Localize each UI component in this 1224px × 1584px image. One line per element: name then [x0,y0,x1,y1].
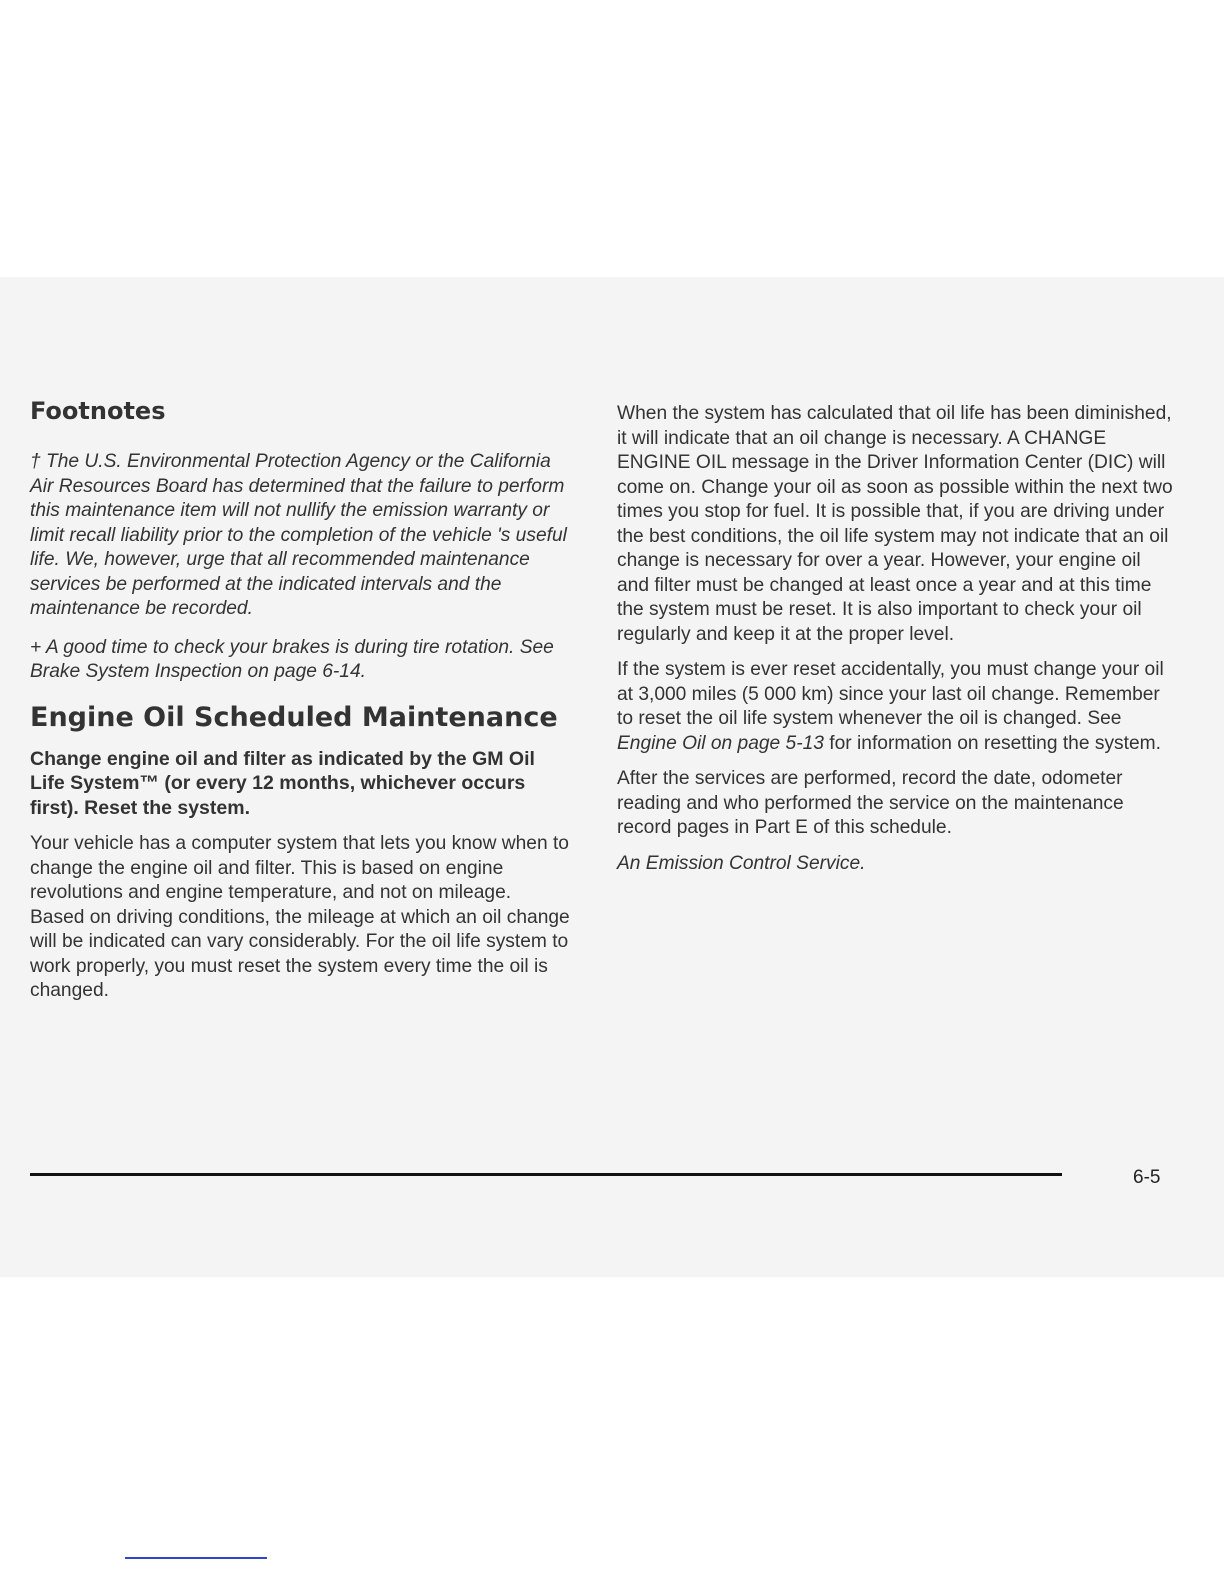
engine-oil-page-reference[interactable]: Engine Oil on page 5-13 [617,732,824,754]
footer-rule [30,1173,1062,1176]
engine-oil-paragraph-3 [617,658,1177,756]
left-column [30,396,570,1004]
footnotes-heading: Footnotes [30,397,166,425]
footnote-plus: + A good time to check your brakes is during tire rotation. See Brake System Inspection on page 6-14. [30,636,554,682]
paragraph-3-tail: for information on resetting the system. [823,732,1161,754]
right-column [617,402,1177,887]
bottom-link-underline [125,1557,267,1559]
page-number: 6-5 [1133,1167,1161,1188]
footnote-dagger: † The U.S. Environmental Protection Agency or the California Air Resources Board has determined that the failure to perform this maintenance item will not nullify the emission warranty or limit recall liability prior to the completion of the vehicle 's useful life. We, however, urge that all recommended maintenance services be performed at the indicated intervals and the maintenance be recorded. [30,451,567,619]
emission-control-note: An Emission Control Service. [617,852,866,874]
engine-oil-paragraph-1: Your vehicle has a computer system that lets you know when to change the engine oil and filter. This is based on engine revolutions and engine temperature, and not on mileage. Based on driving conditions, the mileage at which an oil change will be indicated can vary considerably. For the oil life system to work properly, you must reset the system every time the oil is changed. [30,833,570,1001]
engine-oil-heading: Engine Oil Scheduled Maintenance [30,701,558,733]
engine-oil-paragraph-4: After the services are performed, record the date, odometer reading and who performed the service on the maintenance record pages in Part E of this schedule. [617,768,1124,838]
paragraph-3-text: If the system is ever reset accidentally, you must change your oil at 3,000 miles (5 000 km) since your last oil change. Remember to reset the oil life system whenever the oil is changed. See [617,659,1164,729]
engine-oil-lead: Change engine oil and filter as indicated by the GM Oil Life System™ (or every 12 months, whichever occurs first). Reset the system. [30,747,535,819]
engine-oil-paragraph-2: When the system has calculated that oil life has been diminished, it will indicate that an oil change is necessary. A CHANGE ENGINE OIL message in the Driver Information Center (DIC) will come on. Change your oil as soon as possible within the next two times you stop for fuel. It is possible that, if you are driving under the best conditions, the oil life system may not indicate that an oil change is necessary for over a year. However, your engine oil and filter must be changed at least once a year and at this time the system must be reset. It is also important to check your oil regularly and keep it at the proper level. [617,403,1173,645]
